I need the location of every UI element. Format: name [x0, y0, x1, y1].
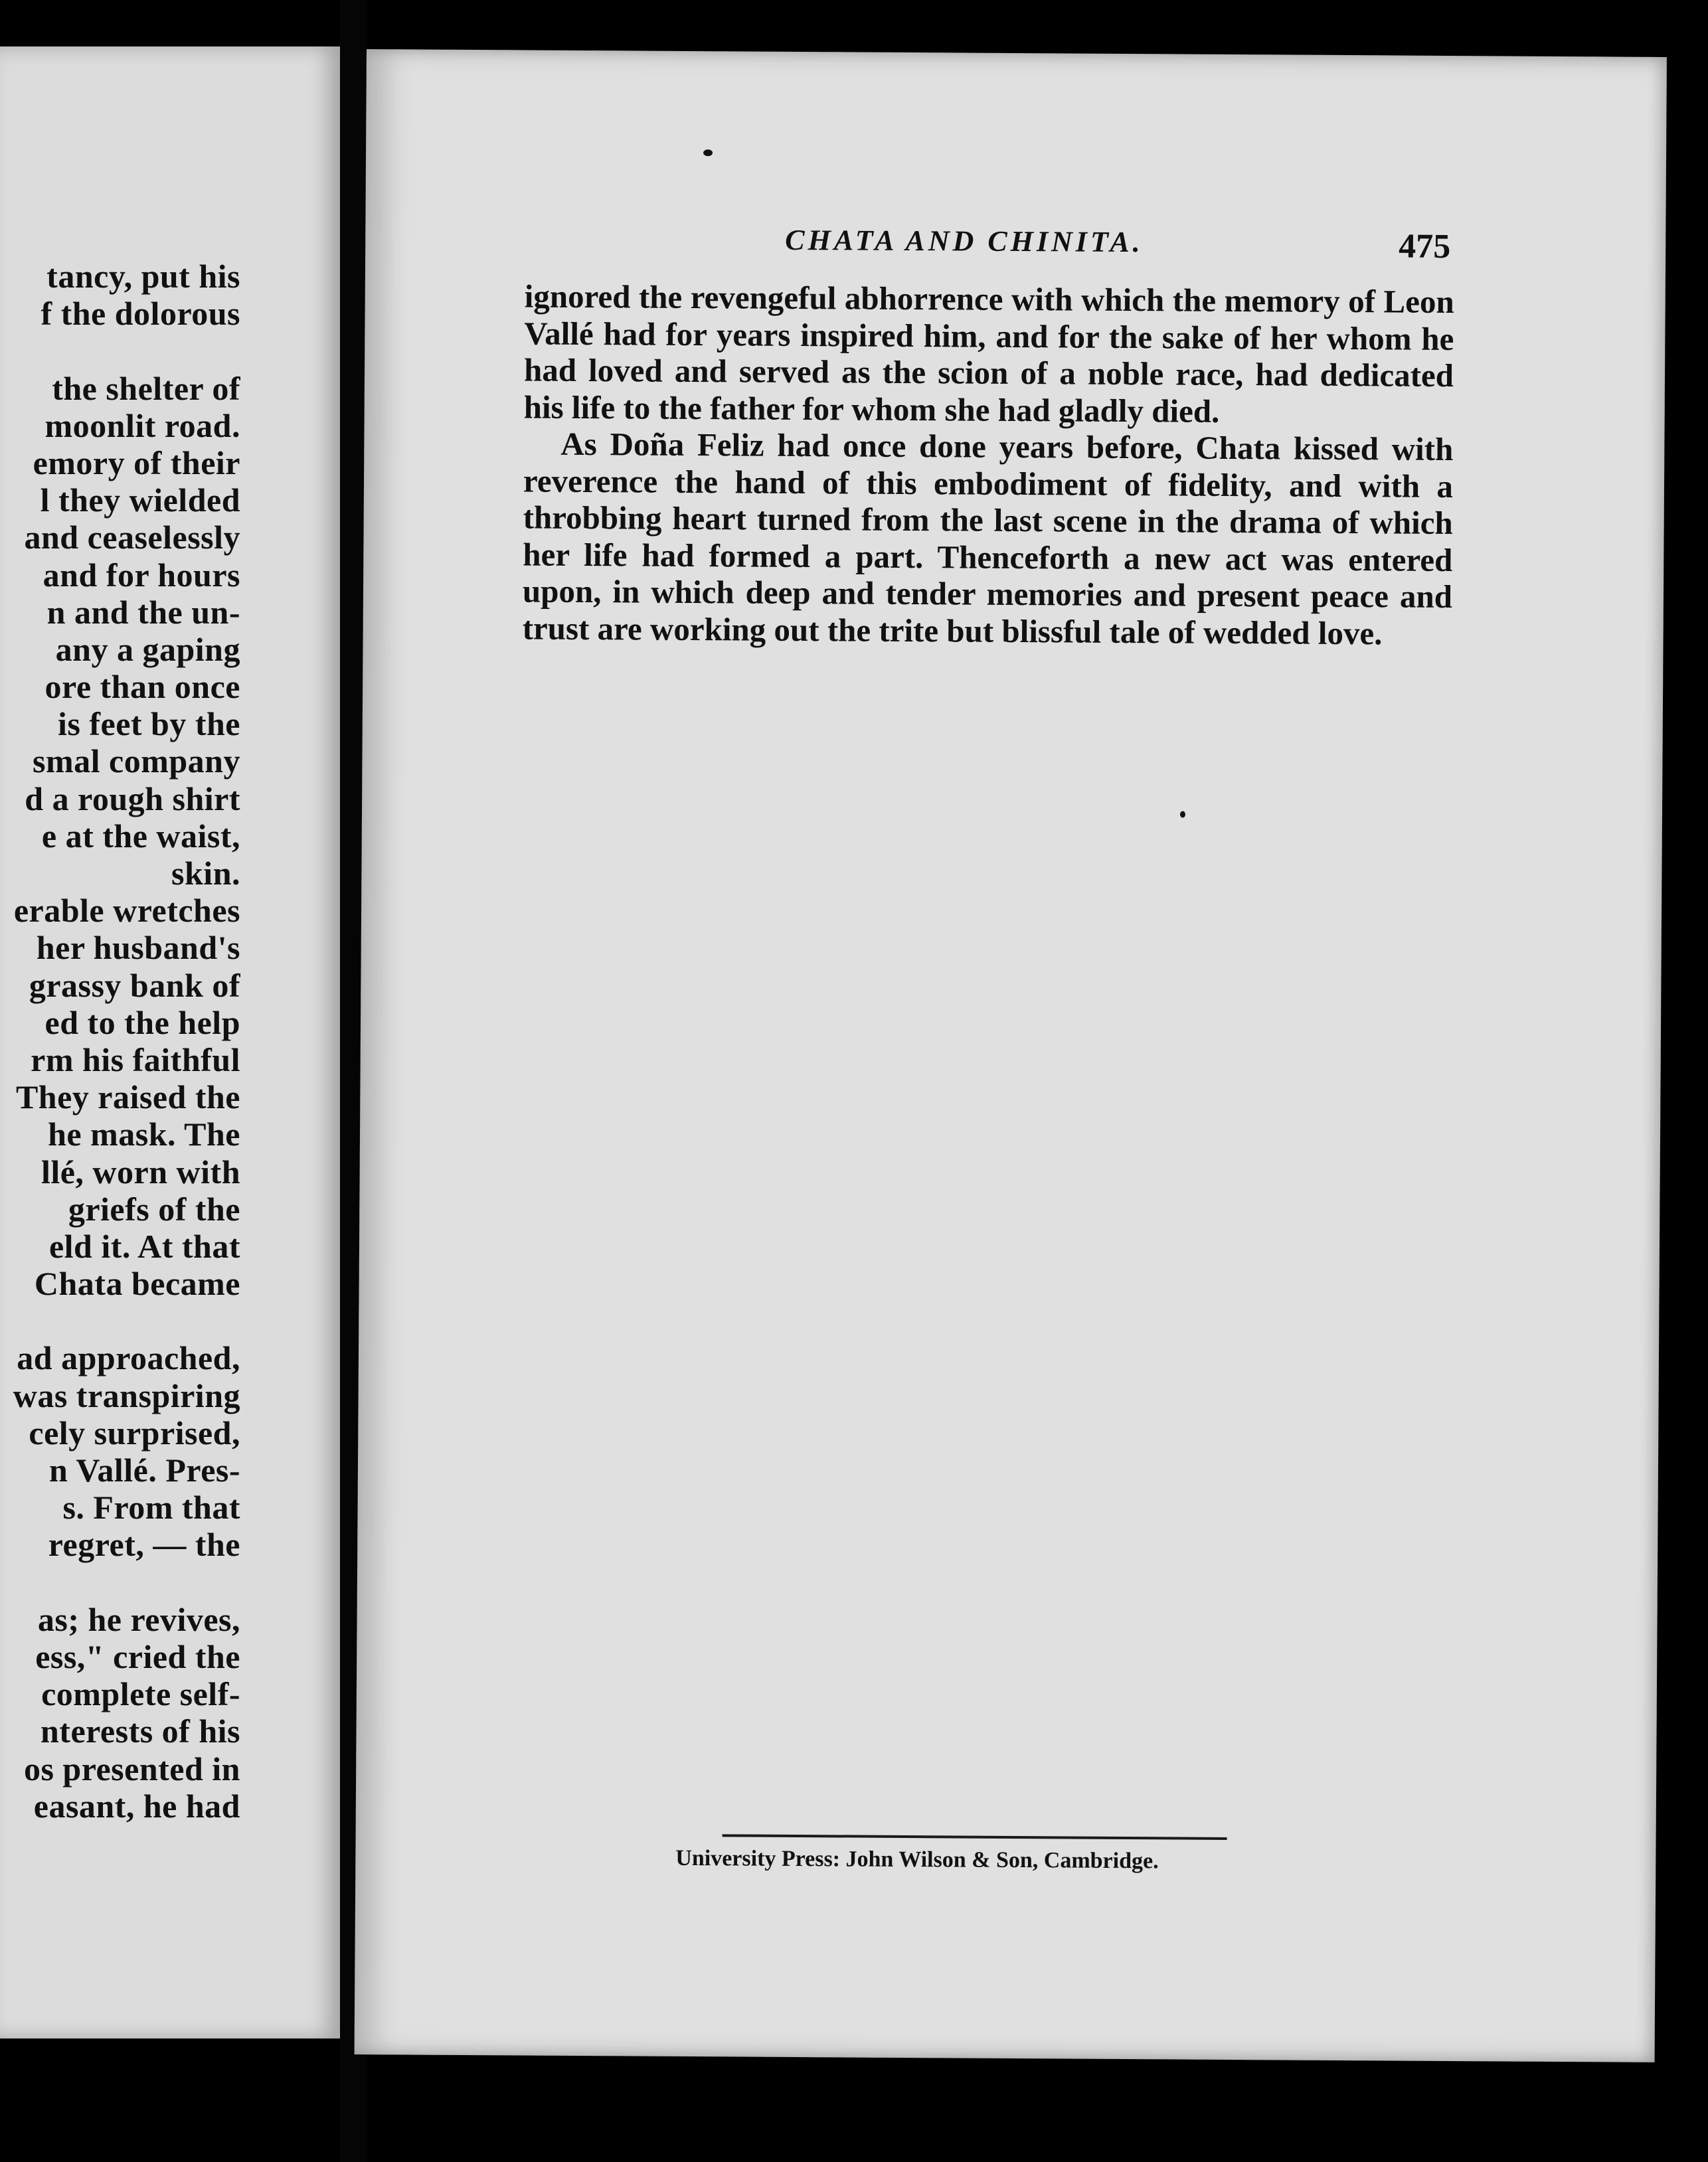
page-body [523, 278, 1454, 652]
previous-page-line: and ceaselessly [24, 519, 240, 556]
previous-page-line: grassy bank of [29, 966, 240, 1004]
previous-page-line: d a rough shirt [25, 780, 240, 817]
previous-page-fragment [0, 46, 340, 2038]
previous-page-line: e at the waist, [41, 817, 240, 855]
previous-page-line: ad approached, [17, 1339, 240, 1377]
previous-page-line: erable wretches [13, 892, 240, 930]
previous-page-line: moonlit road. [44, 406, 240, 444]
previous-page-line: emory of their [33, 444, 240, 481]
printer-imprint: University Press: John Wilson & Son, Cambridge. [675, 1845, 1159, 1874]
previous-page-line: ore than once [44, 668, 240, 706]
previous-page-text [0, 258, 240, 1825]
previous-page-line: f the dolorous [41, 295, 240, 333]
previous-page-line: griefs of the [68, 1190, 240, 1228]
previous-page-line: her husband's [36, 929, 240, 967]
scan-border [1667, 0, 1708, 2162]
previous-page-line: smal company [33, 742, 240, 780]
previous-page-line: the shelter of [52, 369, 240, 407]
previous-page-line: and for hours [43, 556, 240, 594]
previous-page-line: any a gaping [55, 630, 240, 668]
previous-page-line: skin. [171, 855, 240, 892]
previous-page-line [0, 1564, 240, 1601]
previous-page-line: l they wielded [40, 481, 240, 519]
previous-page-line: Chata became [34, 1265, 240, 1303]
previous-page-line: s. From that [62, 1489, 240, 1527]
previous-page-line: They raised the [15, 1078, 240, 1116]
previous-page-line: rm his faithful [31, 1040, 240, 1078]
previous-page-line: eld it. At that [48, 1227, 240, 1265]
previous-page-line: easant, he had [33, 1787, 240, 1825]
imprint-rule [723, 1834, 1227, 1840]
previous-page-line: nterests of his [40, 1712, 240, 1750]
previous-page-line: is feet by the [58, 705, 240, 743]
previous-page-line [0, 332, 240, 369]
previous-page-line: n Vallé. Pres- [48, 1452, 240, 1489]
print-speck [703, 149, 713, 156]
running-head: CHATA AND CHINITA. [785, 223, 1144, 259]
previous-page-line [0, 1302, 240, 1339]
previous-page-line: llé, worn with [41, 1153, 240, 1191]
previous-page-line: cely surprised, [29, 1414, 240, 1452]
previous-page-line: complete self- [41, 1675, 240, 1713]
previous-page-line: as; he revives, [37, 1600, 240, 1638]
previous-page-line: ess," cried the [35, 1637, 240, 1675]
previous-page-line: n and the un- [46, 593, 240, 631]
current-page [355, 49, 1667, 2062]
previous-page-line: os presented in [23, 1750, 240, 1788]
paragraph-final: As Doña Feliz had once done years before, Chata kissed with reverence the hand of this embodiment of fidelity, and with a throbbing heart turned from the last scene in the drama of which her life had formed a part. Thenceforth a new act was entered upon, in which deep and tender memories and present peace and trust are working out the trite but blissful tale of wedded love. [522, 425, 1454, 651]
previous-page-line: ed to the help [44, 1003, 240, 1041]
page-number: 475 [1399, 227, 1451, 266]
print-speck [1180, 811, 1185, 818]
previous-page-line: regret, — the [48, 1526, 240, 1564]
previous-page-line: was transpiring [13, 1376, 240, 1414]
paragraph-continued: ignored the revengeful abhorrence with which the memory of Leon Vallé had for years inspired him, and for the sake of her whom he had loved and served as the scion of a noble race, had dedicated his life to the father for whom she had gladly died. [523, 278, 1454, 430]
previous-page-line: he mask. The [48, 1116, 240, 1153]
previous-page-line: tancy, put his [46, 258, 240, 295]
